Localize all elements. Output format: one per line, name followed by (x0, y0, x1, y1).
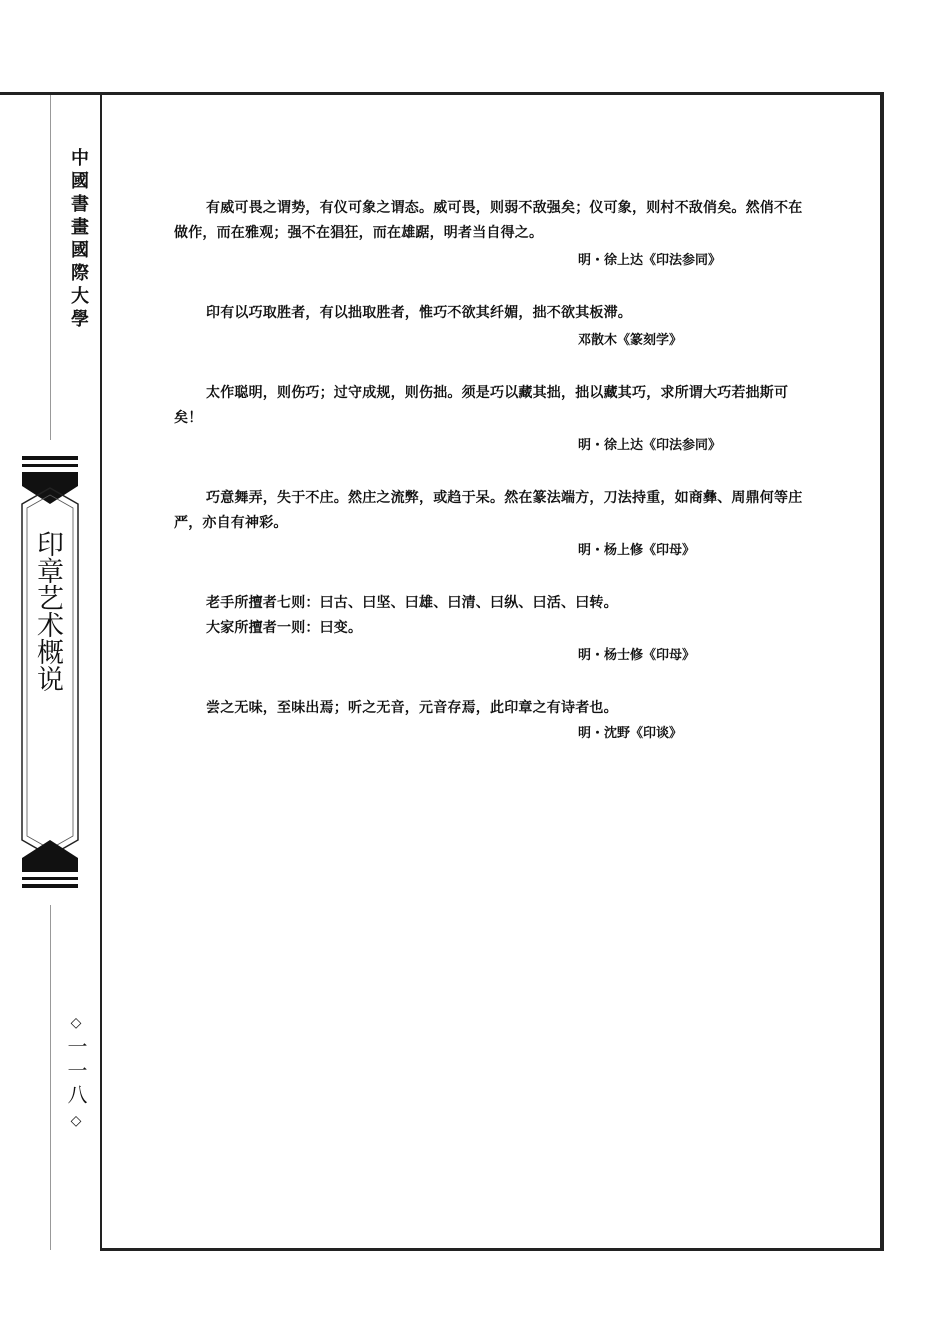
quotation-text-line: 大家所擅者一则：曰变。 (206, 620, 363, 636)
page-number (64, 1012, 88, 1132)
quotation-text: 尝之无味，至味出焉；听之无音，元音存焉，此印章之有诗者也。 (206, 700, 618, 716)
quotation-source: 明・杨上修《印母》 (578, 543, 696, 558)
frame-right-line (880, 92, 884, 1251)
quotation-entry (174, 381, 814, 458)
quotation-text: 印有以巧取胜者，有以拙取胜者，惟巧不欲其纤媚，拙不欲其板滞。 (206, 305, 632, 321)
frame-bottom-line (100, 1248, 884, 1251)
quotation-source: 明・杨士修《印母》 (578, 648, 696, 663)
series-title: 中國書畫國際大學 (68, 148, 89, 332)
quotation-text: 有威可畏之谓势，有仪可象之谓态。威可畏，则弱不敌强矣；仪可象，则村不敌俏矣。然俏不在做作，而在雅观；强不在猖狂，而在雄踞，明者当自得之。 (174, 200, 803, 241)
book-title: 印章艺术概说 (32, 530, 63, 692)
sidebar-rule-upper (50, 95, 51, 440)
frame-inner-left-line (100, 92, 102, 1251)
quotation-source: 明・徐上达《印法参同》 (578, 253, 722, 268)
page-number-top-marker: ◇ (70, 1015, 82, 1031)
quotation-source: 明・徐上达《印法参同》 (578, 438, 722, 453)
quotation-entry (174, 486, 814, 563)
quotation-entry (174, 196, 814, 273)
frame-top-line (0, 92, 884, 95)
quotation-source: 邓散木《篆刻学》 (578, 333, 683, 348)
page-number-value: 一一八 (64, 1036, 88, 1108)
sidebar-rule-lower (50, 905, 51, 1250)
quotation-text: 巧意舞弄，失于不庄。然庄之流弊，或趋于呆。然在篆法端方，刀法持重，如商彝、周鼎何等庄严，亦自有神彩。 (174, 490, 803, 531)
page-number-bottom-marker: ◇ (70, 1113, 82, 1129)
quotation-text-line: 老手所擅者七则：曰古、曰坚、曰雄、曰清、曰纵、曰活、曰转。 (206, 595, 618, 611)
quotation-text: 太作聪明，则伤巧；过守成规，则伤拙。须是巧以藏其拙，拙以藏其巧，求所谓大巧若拙斯可矣！ (174, 385, 789, 426)
quotation-list (174, 196, 814, 774)
quotation-source: 明・沈野《印谈》 (578, 726, 683, 741)
quotation-entry (174, 301, 814, 353)
quotation-entry (174, 696, 814, 746)
quotation-entry (174, 591, 814, 668)
